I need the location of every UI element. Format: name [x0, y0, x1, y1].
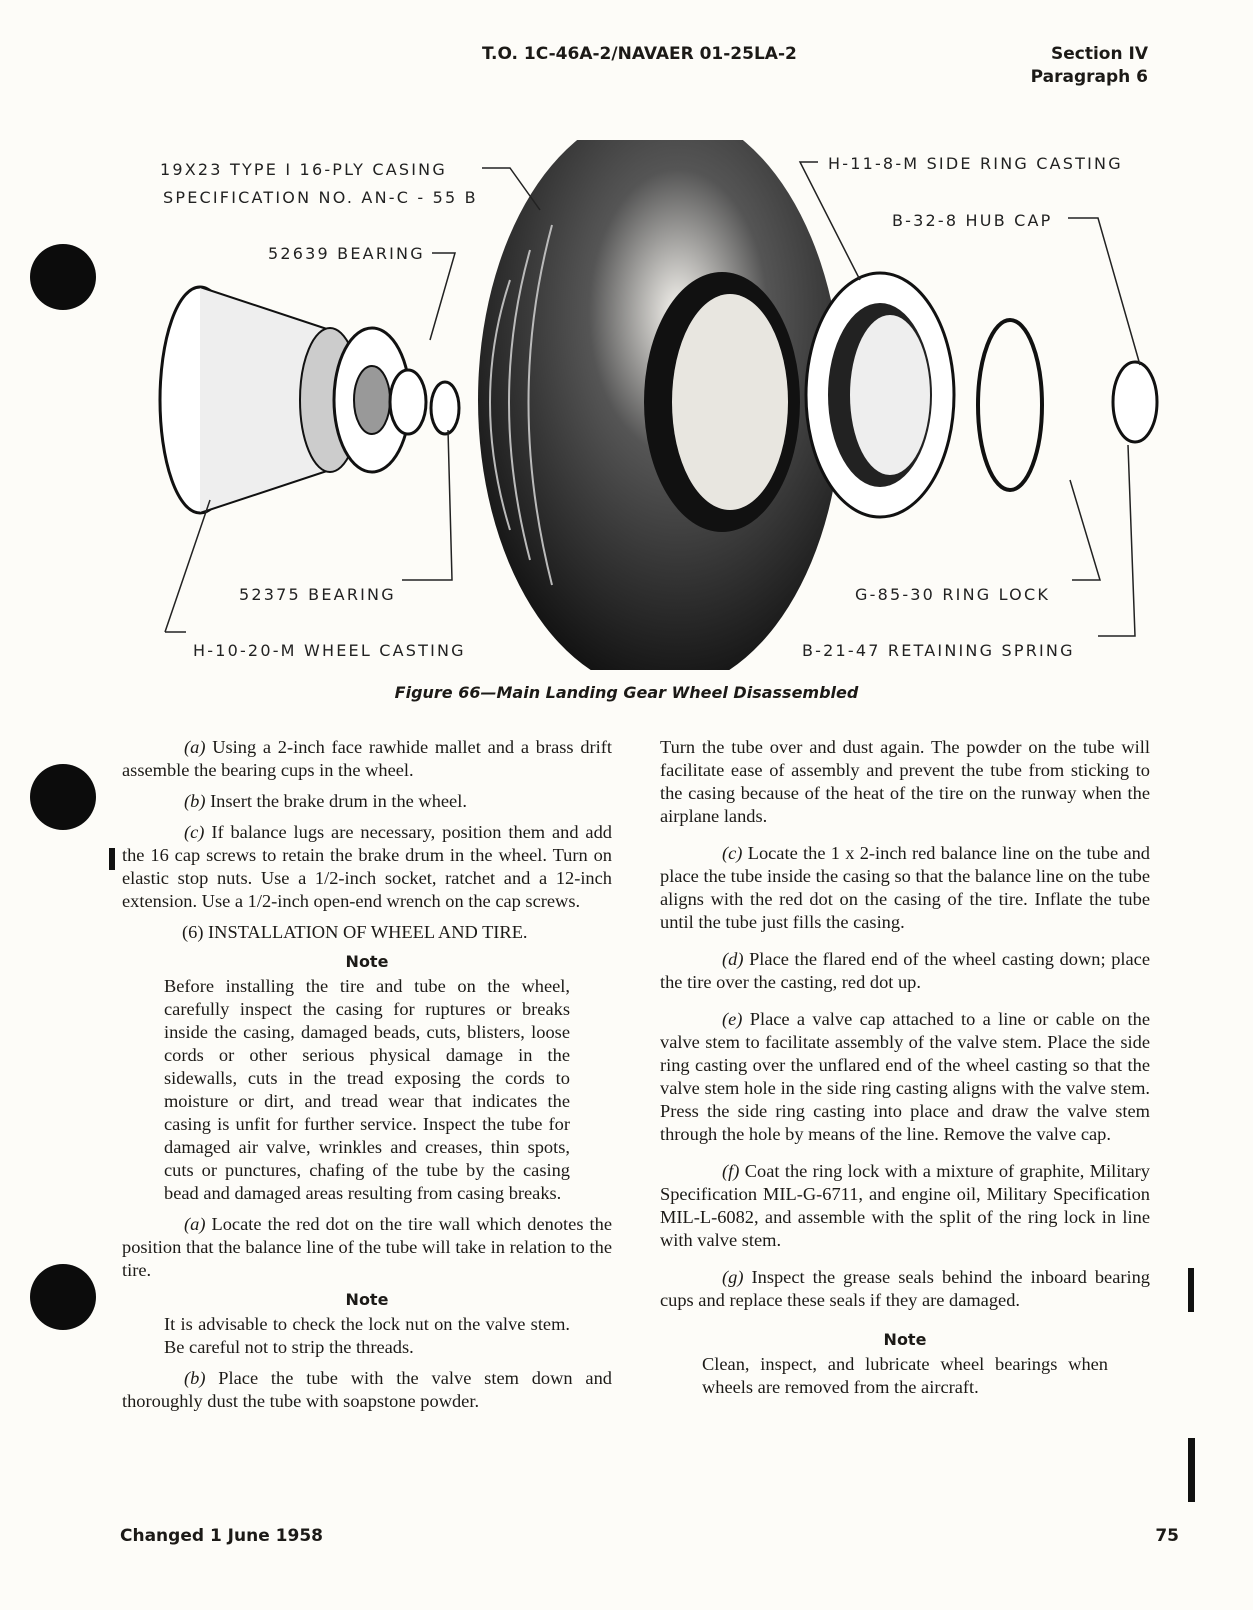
punch-hole — [30, 1264, 96, 1330]
step-2a: (a) Locate the red dot on the tire wall which denotes the position that the balance line of the tube will take in relation to the tire. — [122, 1214, 612, 1280]
change-bar — [1188, 1438, 1195, 1502]
document-number: T.O. 1C-46A-2/NAVAER 01-25LA-2 — [482, 44, 797, 64]
wheel-exploded-illustration — [0, 140, 1253, 670]
paragraph-label: Paragraph 6 — [1030, 67, 1148, 87]
page-number: 75 — [1155, 1526, 1179, 1546]
side-ring-drawing — [806, 273, 954, 517]
step-e: (e) Place a valve cap attached to a line or cable on the valve stem to facilitate assembly of the valve stem. Place the side ring casting over the unflared end of the wheel casting so that the valve stem hole in the side ring casting aligns with the valve stem. Press the side ring casting into place and draw the valve stem through the hole by means of the line. Remove the valve cap. — [660, 1009, 1150, 1144]
step-g: (g) Inspect the grease seals behind the inboard bearing cups and replace these seals if they are damaged. — [660, 1267, 1150, 1310]
punch-hole — [30, 764, 96, 830]
note-body: Clean, inspect, and lubricate wheel bearings when wheels are removed from the aircraft. — [702, 1354, 1108, 1397]
label-ring-lock: G-85-30 RING LOCK — [855, 585, 1051, 604]
hub-cap-drawing — [1113, 362, 1157, 442]
step-d: (d) Place the flared end of the wheel casting down; place the tire over the casting, red dot up. — [660, 949, 1150, 992]
step-f: (f) Coat the ring lock with a mixture of graphite, Military Specification MIL-G-6711, and engine oil, Military Specification MIL-L-6082, and assemble with the split of the ring lock in line with valve stem. — [660, 1161, 1150, 1250]
change-bar — [1188, 1268, 1194, 1312]
ring-lock-drawing — [978, 320, 1042, 490]
label-wheel-casting: H-10-20-M WHEEL CASTING — [193, 641, 466, 660]
continued-paragraph: Turn the tube over and dust again. The powder on the tube will facilitate ease of assembly and prevent the tube from sticking to the casing because of the heat of the tire on the runway when the airplane lands. — [660, 737, 1150, 826]
right-column — [660, 736, 1150, 1399]
figure-caption: Figure 66—Main Landing Gear Wheel Disassembled — [394, 683, 859, 702]
label-side-ring: H-11-8-M SIDE RING CASTING — [828, 154, 1123, 173]
label-casing-line1: 19X23 TYPE I 16-PLY CASING — [160, 160, 447, 179]
step-2b: (b) Place the tube with the valve stem down and thoroughly dust the tube with soapstone powder. — [122, 1368, 612, 1411]
label-casing-line2: SPECIFICATION NO. AN-C - 55 B — [163, 188, 478, 207]
section-heading: (6) INSTALLATION OF WHEEL AND TIRE. — [182, 922, 528, 942]
change-bar — [109, 848, 115, 870]
left-column — [122, 736, 612, 1413]
label-retaining-spring: B-21-47 RETAINING SPRING — [802, 641, 1075, 660]
note-body: It is advisable to check the lock nut on the valve stem. Be careful not to strip the threads. — [164, 1314, 570, 1357]
note-title: Note — [345, 952, 389, 971]
note-body: Before installing the tire and tube on the wheel, carefully inspect the casing for ruptures or breaks inside the casing, damaged beads, cuts, blisters, loose cords or other serious physical damage in the sidewalls, cuts in the tread exposing the cords to moisture or dirt, and tread wear that indicates the casing is unfit for further service. Inspect the tube for damaged air valve, wrinkles and creases, thin spots, cuts or punctures, chafing of the tube by the casing bead and damaged areas resulting from casing breaks. — [164, 976, 570, 1203]
change-date: Changed 1 June 1958 — [120, 1526, 323, 1546]
step-b: (b) Insert the brake drum in the wheel. — [184, 791, 467, 811]
section-label: Section IV — [1051, 44, 1148, 64]
label-bearing-52375: 52375 BEARING — [239, 585, 396, 604]
step-c: (c) If balance lugs are necessary, position them and add the 16 cap screws to retain the brake drum in the wheel. Turn on elastic stop nuts. Use a 1/2-inch socket, ratchet and a 12-inch extension. Use a 1/2-inch open-end wrench on the cap screws. — [122, 822, 612, 911]
note-title: Note — [345, 1290, 389, 1309]
label-hub-cap: B-32-8 HUB CAP — [892, 211, 1053, 230]
tire-drawing — [478, 140, 842, 670]
wheel-casting-drawing — [160, 287, 459, 513]
note-title: Note — [883, 1330, 927, 1349]
step-c: (c) Locate the 1 x 2-inch red balance line on the tube and place the tube inside the casing so that the balance line on the tube aligns with the red dot on the casing of the tire. Inflate the tube until the tube just fills the casing. — [660, 843, 1150, 932]
step-a: (a) Using a 2-inch face rawhide mallet and a brass drift assemble the bearing cups in the wheel. — [122, 737, 612, 780]
label-bearing-52639: 52639 BEARING — [268, 244, 425, 263]
